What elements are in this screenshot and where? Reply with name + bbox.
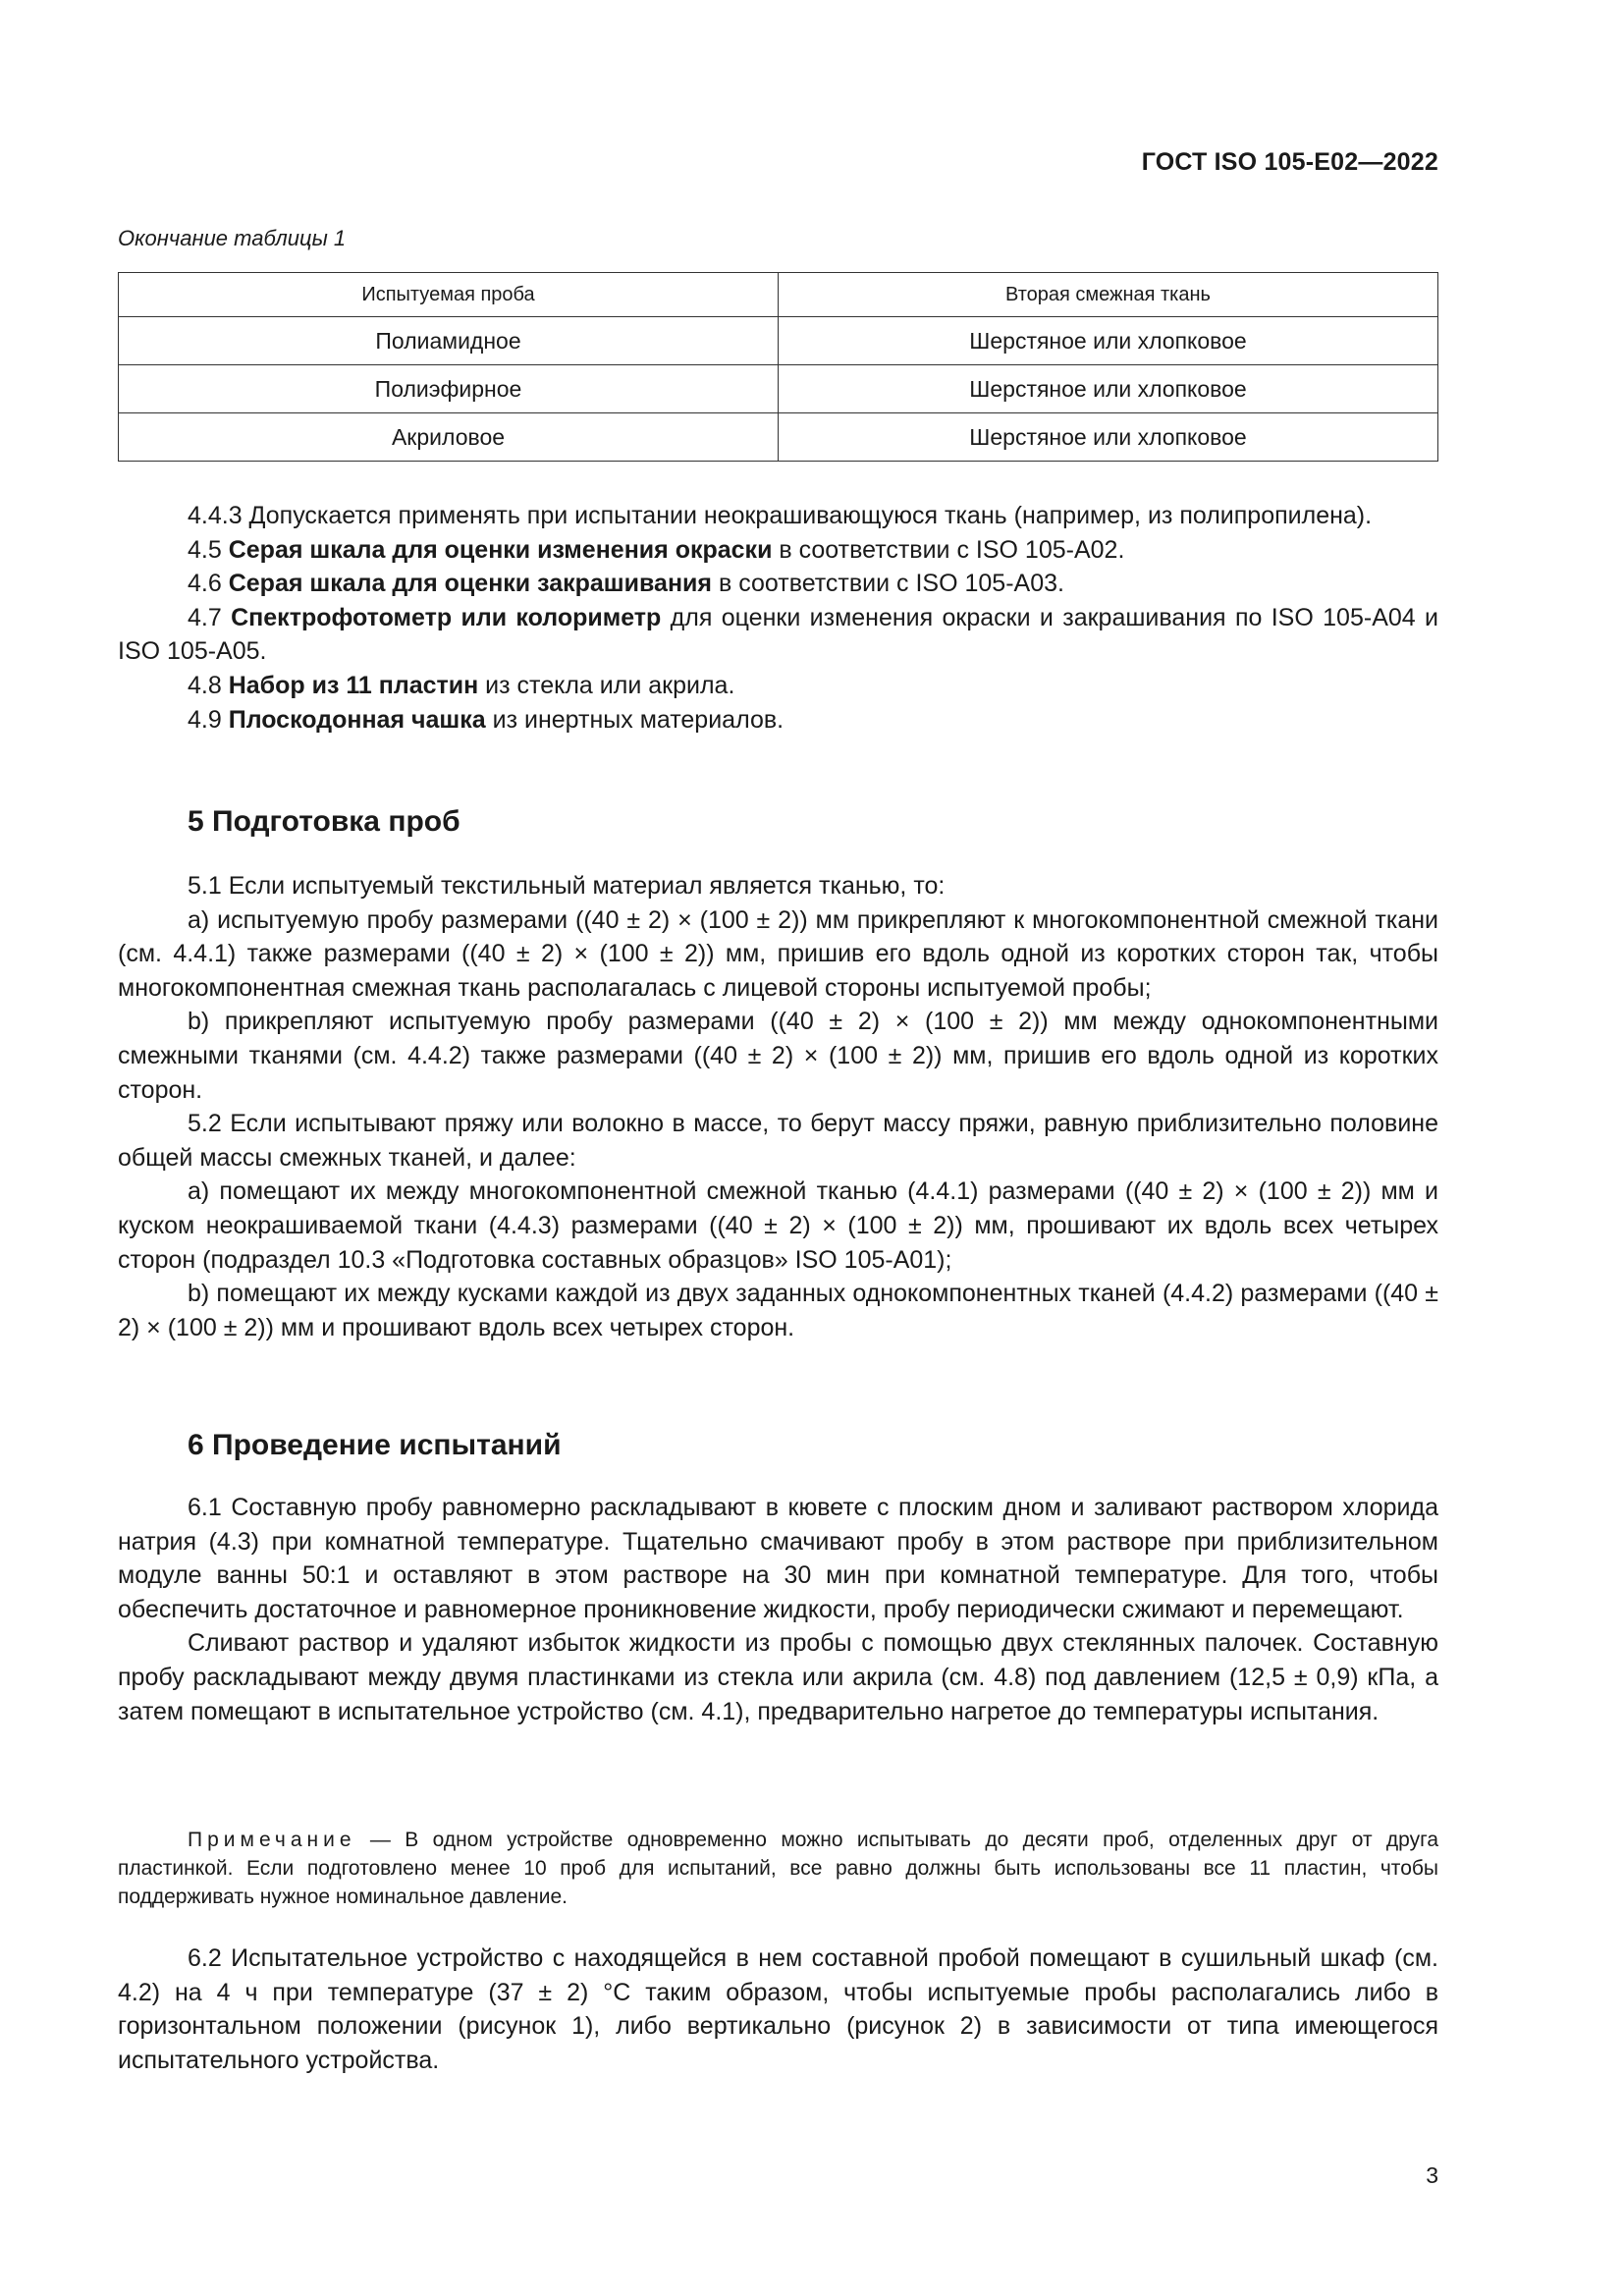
document-page bbox=[118, 0, 1438, 2296]
paragraph-4-6 bbox=[118, 567, 1438, 601]
clause-text: в соответствии с ISO 105-A02. bbox=[772, 535, 1125, 564]
table-cell: Акриловое bbox=[119, 413, 779, 462]
clause-text: из стекла или акрила. bbox=[478, 671, 735, 699]
column-header: Вторая смежная ткань bbox=[779, 273, 1438, 317]
clause-number: 4.5 bbox=[188, 535, 222, 564]
paragraph-4-5 bbox=[118, 533, 1438, 568]
paragraph-4-7 bbox=[118, 601, 1438, 669]
note-block bbox=[118, 1826, 1438, 1911]
table-row bbox=[119, 317, 1438, 365]
note-paragraph bbox=[118, 1826, 1438, 1911]
paragraph-6-1: 6.1 Составную пробу равномерно раскладывают в кювете с плоским дном и заливают раствором хлорида натрия (4.3) при комнатной температуре. Тщательно смачивают пробу в этом растворе при приблизительном модуле ванны 50:1 и оставляют в этом растворе на 30 мин при комнатной температуре. Для того, чтобы обеспечить достаточное и равномерное проникновение жидкости, пробу периодически сжимают и перемещают. bbox=[118, 1494, 1438, 1623]
clause-text: в соответствии с ISO 105-A03. bbox=[712, 570, 1064, 598]
equipment-paragraphs bbox=[118, 499, 1438, 737]
section-5-body bbox=[118, 869, 1438, 1344]
section-6-2-body bbox=[118, 1941, 1438, 2077]
clause-term: Серая шкала для оценки изменения окраски bbox=[228, 535, 773, 564]
paragraph-4-9 bbox=[118, 703, 1438, 738]
document-code-header: ГОСТ ISO 105-E02—2022 bbox=[1141, 148, 1438, 176]
column-header: Испытуемая проба bbox=[119, 273, 779, 317]
paragraph-5-1-b: b) прикрепляют испытуемую пробу размерами ((40 ± 2) × (100 ± 2)) мм между однокомпонентными смежными тканями (см. 4.4.2) также размерами ((40 ± 2) × (100 ± 2)) мм, пришив его вдоль одной из коротких сторон. bbox=[118, 1008, 1438, 1104]
page-number: 3 bbox=[1426, 2162, 1438, 2188]
adjacent-fabric-table bbox=[118, 272, 1438, 462]
paragraph-4-4-3: 4.4.3 Допускается применять при испытании неокрашивающуюся ткань (например, из полипропилена). bbox=[188, 502, 1373, 529]
section-6-heading: 6 Проведение испытаний bbox=[188, 1429, 562, 1461]
table-cell: Шерстяное или хлопковое bbox=[779, 413, 1438, 462]
clause-term: Серая шкала для оценки закрашивания bbox=[228, 570, 713, 598]
clause-number: 4.7 bbox=[188, 603, 222, 631]
clause-number: 4.8 bbox=[188, 671, 222, 699]
table-cell: Шерстяное или хлопковое bbox=[779, 365, 1438, 413]
section-5-heading: 5 Подготовка проб bbox=[188, 805, 460, 838]
table-row bbox=[119, 365, 1438, 413]
paragraph-5-1: 5.1 Если испытуемый текстильный материал является тканью, то: bbox=[188, 872, 946, 900]
table-caption: Окончание таблицы 1 bbox=[118, 226, 347, 250]
note-label: Примечание bbox=[188, 1829, 356, 1851]
clause-term: Спектрофотометр или колориметр bbox=[231, 603, 662, 631]
clause-number: 4.9 bbox=[188, 705, 222, 734]
clause-text: для оценки изменения окраски и закрашивания по ISO 105-A04 и ISO 105-A05. bbox=[118, 603, 1438, 666]
paragraph-5-2-a: a) помещают их между многокомпонентной смежной тканью (4.4.1) размерами ((40 ± 2) × (100 ± 2)) мм и куском неокрашиваемой ткани (4.4.3) размерами ((40 ± 2) × (100 ± 2)) мм, прошивают их вдоль всех четырех сторон (подраздел 10.3 «Подготовка составных образцов» ISO 105-A01); bbox=[118, 1177, 1438, 1274]
table-cell: Полиамидное bbox=[119, 317, 779, 365]
paragraph-5-2: 5.2 Если испытывают пряжу или волокно в массе, то берут массу пряжи, равную приблизительно половине общей массы смежных тканей, и далее: bbox=[118, 1110, 1438, 1172]
table-row bbox=[119, 413, 1438, 462]
table-header-row bbox=[119, 273, 1438, 317]
section-6-body bbox=[118, 1491, 1438, 1728]
clause-number: 4.6 bbox=[188, 570, 222, 598]
paragraph-4-8 bbox=[118, 669, 1438, 703]
clause-term: Плоскодонная чашка bbox=[228, 705, 486, 734]
note-text: — В одном устройстве одновременно можно испытывать до десяти проб, отделенных друг от друга пластинкой. Если подготовлено менее 10 проб для испытаний, все равно должны быть использованы все 11 пластин, чтобы поддерживать нужное номинальное давление. bbox=[118, 1829, 1438, 1908]
table-cell: Полиэфирное bbox=[119, 365, 779, 413]
clause-text: из инертных материалов. bbox=[485, 705, 784, 734]
paragraph-6-1-continued: Сливают раствор и удаляют избыток жидкости из пробы с помощью двух стеклянных палочек. Составную пробу раскладывают между двумя пластинками из стекла или акрила (см. 4.8) под давлением (12,5 ± 0,9) кПа, а затем помещают в испытательное устройство (см. 4.1), предварительно нагретое до температуры испытания. bbox=[118, 1629, 1438, 1725]
table-cell: Шерстяное или хлопковое bbox=[779, 317, 1438, 365]
paragraph-5-1-a: a) испытуемую пробу размерами ((40 ± 2) × (100 ± 2)) мм прикрепляют к многокомпонентной смежной ткани (см. 4.4.1) также размерами ((40 ± 2) × (100 ± 2)) мм, пришив его вдоль одной из коротких сторон так, чтобы многокомпонентная смежная ткань располагалась с лицевой стороны испытуемой пробы; bbox=[118, 905, 1438, 1002]
clause-term: Набор из 11 пластин bbox=[228, 671, 479, 699]
paragraph-6-2: 6.2 Испытательное устройство с находящейся в нем составной пробой помещают в сушильный шкаф (см. 4.2) на 4 ч при температуре (37 ± 2) °C таким образом, чтобы испытуемые пробы располагались либо в горизонтальном положении (рисунок 1), либо вертикально (рисунок 2) в зависимости от типа имеющегося испытательного устройства. bbox=[118, 1944, 1438, 2074]
paragraph-5-2-b: b) помещают их между кусками каждой из двух заданных однокомпонентных тканей (4.4.2) размерами ((40 ± 2) × (100 ± 2)) мм и прошивают вдоль всех четырех сторон. bbox=[118, 1280, 1438, 1341]
